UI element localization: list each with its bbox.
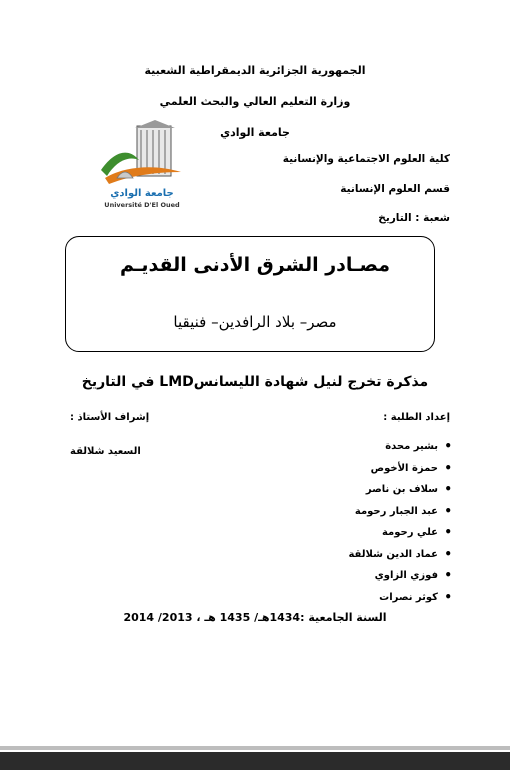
logo-arabic-text: جامعة الوادي xyxy=(110,188,174,199)
logo-french-text: Université D'El Oued xyxy=(104,201,180,209)
branch-label: شعبة : التاريخ xyxy=(378,212,450,224)
republic-heading: الجمهورية الجزائرية الديمقراطية الشعبية xyxy=(144,64,366,77)
supervisor-name: السعيد شلالقة xyxy=(70,446,141,457)
thesis-title: مصـادر الشرق الأدنى القديـم xyxy=(119,254,391,276)
thesis-subtitle: مصر– بلاد الرافدين– فنيقيا xyxy=(173,313,337,331)
student-item: • سلاف بن ناصر xyxy=(348,479,452,501)
footer-stripe xyxy=(0,746,510,750)
ministry-heading: وزارة التعليم العالي والبحث العلمي xyxy=(159,95,351,108)
academic-year: السنة الجامعية :1434هـ/ 1435 هـ ، 2013/ 2014 xyxy=(123,611,387,624)
student-item: • عبد الجبار رحومة xyxy=(348,501,452,523)
college-label: كلية العلوم الاجتماعية والإنسانية xyxy=(282,153,450,165)
footer-bar xyxy=(0,752,510,770)
university-logo-icon xyxy=(95,120,190,210)
university-heading: جامعة الوادي xyxy=(220,126,290,139)
supervisor-label: إشراف الأستاذ : xyxy=(70,412,150,423)
student-item: • علي رحومة xyxy=(348,522,452,544)
degree-line: مذكرة تخرج لنيل شهادة الليسانسLMD في التاريخ xyxy=(81,374,429,390)
department-label: قسم العلوم الإنسانية xyxy=(340,183,450,195)
prepared-by-label: إعداد الطلبة : xyxy=(383,412,450,423)
student-item: • فوزي الزاوي xyxy=(348,565,452,587)
student-list xyxy=(348,436,452,608)
university-logo xyxy=(95,120,190,210)
student-item: • بشير محدة xyxy=(348,436,452,458)
student-item: • عماد الدين شلالقة xyxy=(348,544,452,566)
student-item: • حمزة الأخوص xyxy=(348,458,452,480)
student-item: • كوثر نصرات xyxy=(348,587,452,609)
